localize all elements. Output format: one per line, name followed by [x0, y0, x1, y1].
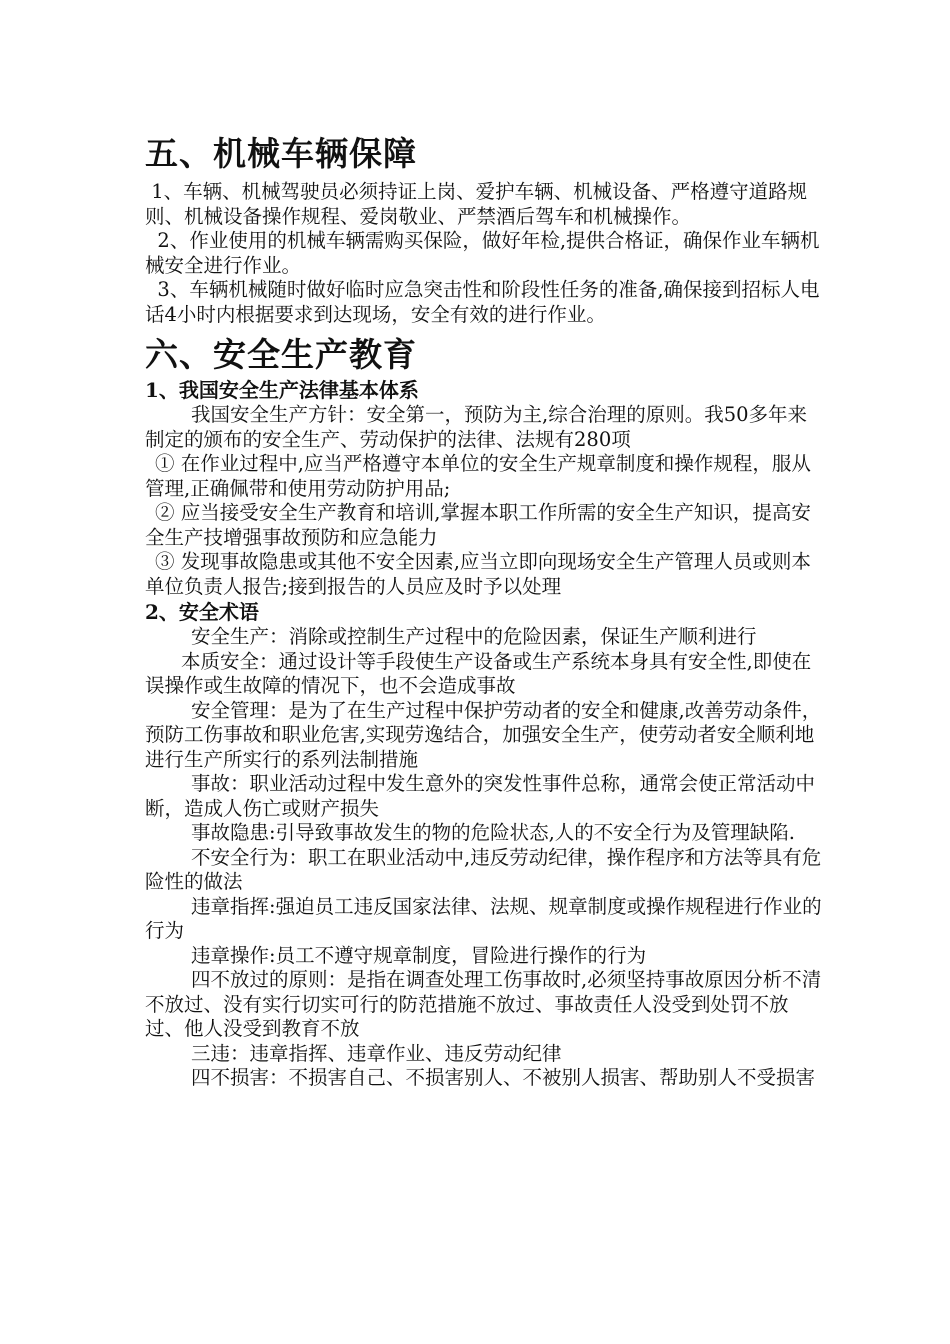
section-6-1-point-3: ③ 发现事故隐患或其他不安全因素,应当立即向现场安全生产管理人员或则本单位负责人报告;接到报告的人员应及时予以处理 [145, 550, 811, 598]
document-body [145, 132, 825, 1091]
section-5-item-2: 2、作业使用的机械车辆需购买保险，做好年检,提供合格证，确保作业车辆机械安全进行作业。 [145, 229, 820, 277]
section-6-1-point-2: ② 应当接受安全生产教育和培训,掌握本职工作所需的安全生产知识，提高安全生产技增强事故预防和应急能力 [145, 501, 811, 549]
section-6-1-point-1: ① 在作业过程中,应当严格遵守本单位的安全生产规章制度和操作规程，服从管理,正确佩带和使用劳动防护用品; [145, 452, 811, 500]
section-6-1-intro: 我国安全生产方针：安全第一，预防为主,综合治理的原则。我50多年来制定的颁布的安全生产、劳动保护的法律、法规有280项 [145, 403, 808, 451]
term-four-no-pass: 四不放过的原则：是指在调查处理工伤事故时,必须坚持事故原因分析不清不放过、没有实行切实可行的防范措施不放过、事故责任人没受到处罚不放过、他人没受到教育不放 [145, 968, 822, 1040]
section-6-heading: 六、安全生产教育 [145, 335, 417, 374]
section-5-item-3: 3、车辆机械随时做好临时应急突击性和阶段性任务的准备,确保接到招标人电话4小时内根据要求到达现场，安全有效的进行作业。 [145, 278, 820, 326]
section-5-heading: 五、机械车辆保障 [145, 134, 417, 173]
term-intrinsic-safety: 本质安全：通过设计等手段使生产设备或生产系统本身具有安全性,即使在误操作或生故障的情况下，也不会造成事故 [145, 649, 812, 697]
term-unsafe-behavior: 不安全行为：职工在职业活动中,违反劳动纪律，操作程序和方法等具有危险性的做法 [145, 845, 822, 893]
term-illegal-command: 违章指挥:强迫员工违反国家法律、法规、规章制度或操作规程进行作业的行为 [145, 894, 822, 942]
term-safety-management: 安全管理：是为了在生产过程中保护劳动者的安全和健康,改善劳动条件，预防工伤事故和职业危害,实现劳逸结合，加强安全生产，使劳动者安全顺利地进行生产所实行的系列法制措施 [145, 698, 822, 771]
term-hidden-danger: 事故隐患:引导致事故发生的物的危险状态,人的不安全行为及管理缺陷. [191, 821, 795, 844]
term-accident: 事故：职业活动过程中发生意外的突发性事件总称，通常会使正常活动中断，造成人伤亡或财产损失 [145, 772, 816, 820]
section-6-1-heading: 1、我国安全生产法律基本体系 [145, 378, 419, 402]
term-safe-production: 安全生产：消除或控制生产过程中的危险因素，保证生产顺利进行 [191, 625, 757, 648]
term-illegal-operation: 违章操作:员工不遵守规章制度，冒险进行操作的行为 [191, 943, 647, 967]
term-three-violations: 三违：违章指挥、违章作业、违反劳动纪律 [191, 1041, 562, 1065]
term-four-no-harm: 四不损害：不损害自己、不损害别人、不被别人损害、帮助别人不受损害 [191, 1066, 816, 1089]
section-5-item-1: 1、车辆、机械驾驶员必须持证上岗、爱护车辆、机械设备、严格遵守道路规则、机械设备操作规程、爱岗敬业、严禁酒后驾车和机械操作。 [145, 180, 808, 228]
section-6-2-heading: 2、安全术语 [145, 600, 259, 624]
